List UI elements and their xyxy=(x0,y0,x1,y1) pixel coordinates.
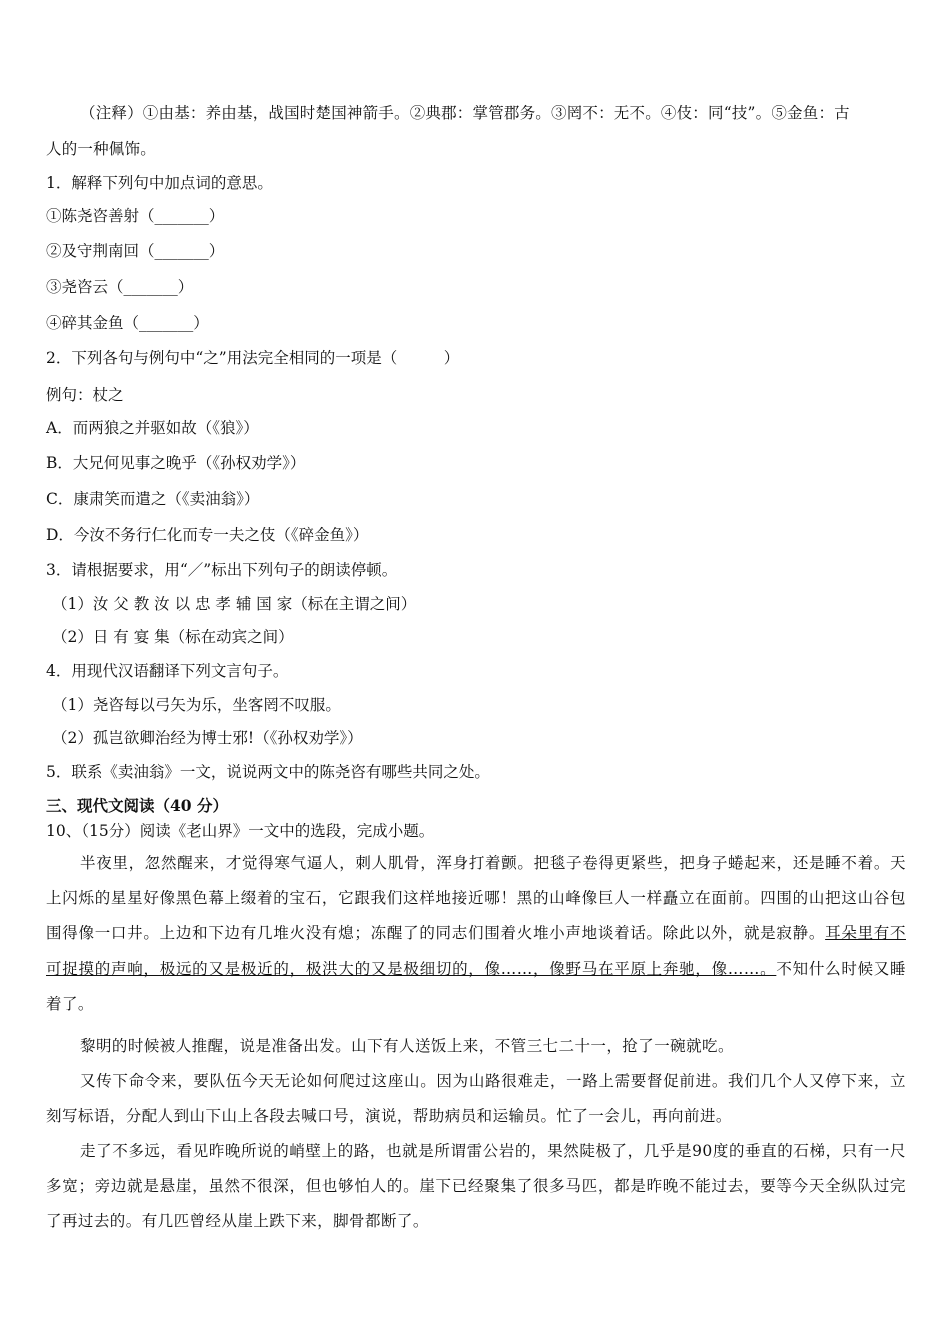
passage-paragraph-4: 走了不多远，看见昨晚所说的峭壁上的路，也就是所谓雷公岩的，果然陡极了，几乎是90度的垂直的石梯，只有一尺多宽；旁边就是悬崖，虽然不很深，但也够怕人的。崖下已经聚集了很多马匹，都是昨晚不能过去，要等今天全纵队过完了再过去的。有几匹曾经从崖上跌下来，脚骨都断了。 xyxy=(46,1142,906,1231)
passage-paragraph-2: 黎明的时候被人推醒，说是准备出发。山下有人送饭上来，不管三七二十一，抢了一碗就吃。 xyxy=(80,1037,734,1055)
question-3-item: （2）日 有 宴 集（标在动宾之间） xyxy=(52,628,294,646)
question-2-example: 例句：杖之 xyxy=(46,386,124,404)
passage-text: 半夜里，忽然醒来，才觉得寒气逼人，刺人肌骨，浑身打着颤。把毯子卷得更紧些，把身子蜷起来，还是睡不着。天上闪烁的星星好像黑色幕上缀着的宝石，它跟我们这样地接近哪！黑的山峰像巨人一样矗立在面前。四围的山把这山谷包围得像一口井。上边和下边有几堆火没有熄；冻醒了的同志们围着火堆小声地谈着话。除此以外，就是寂静。 xyxy=(46,854,906,943)
question-1-stem: 1．解释下列句中加点词的意思。 xyxy=(46,174,273,192)
question-2-option-a: A．而两狼之并驱如故（《狼》） xyxy=(46,419,259,437)
question-2-option-b: B．大兄何见事之晚乎（《孙权劝学》） xyxy=(46,454,306,472)
section-heading: 三、现代文阅读（40 分） xyxy=(46,796,228,815)
question-3-item: （1）汝 父 教 汝 以 忠 孝 辅 国 家（标在主谓之间） xyxy=(52,595,417,613)
question-1-item: ①陈尧咨善射（_______） xyxy=(46,207,225,225)
question-3-stem: 3．请根据要求，用“／”标出下列句子的朗读停顿。 xyxy=(46,561,398,579)
question-4-item: （2）孤岂欲卿治经为博士邪!（《孙权劝学》） xyxy=(52,729,363,747)
passage-text: 不知什么时候又睡着了。 xyxy=(46,959,906,1013)
question-5-stem: 5．联系《卖油翁》一文，说说两文中的陈尧咨有哪些共同之处。 xyxy=(46,763,490,781)
question-4-stem: 4．用现代汉语翻译下列文言句子。 xyxy=(46,662,289,680)
question-1-item: ③尧咨云（_______） xyxy=(46,278,194,296)
notes-line-1: （注释）①由基：养由基，战国时楚国神箭手。②典郡：掌管郡务。③罔不：无不。④伎：同“技”。⑤金鱼：古 xyxy=(80,104,850,122)
passage-paragraph-1 xyxy=(46,846,906,1022)
question-4-item: （1）尧咨每以弓矢为乐，坐客罔不叹服。 xyxy=(52,696,341,714)
question-2-option-d: D．今汝不务行仁化而专一夫之伎（《碎金鱼》） xyxy=(46,526,369,544)
question-1-item: ④碎其金鱼（_______） xyxy=(46,314,209,332)
underlined-sentence: 耳朵里有不可捉摸的声响，极远的又是极近的，极洪大的又是极细切的，像……，像野马在平原上奔驰，像……。 xyxy=(46,924,906,978)
question-2-option-c: C．康肃笑而遣之（《卖油翁》） xyxy=(46,490,260,508)
question-10-stem: 10、（15分）阅读《老山界》一文中的选段，完成小题。 xyxy=(46,822,435,840)
question-2-stem: 2．下列各句与例句中“之”用法完全相同的一项是（ ） xyxy=(46,349,460,367)
question-1-item: ②及守荆南回（_______） xyxy=(46,242,225,260)
passage-paragraph-3: 又传下命令来，要队伍今天无论如何爬过这座山。因为山路很难走，一路上需要督促前进。我们几个人又停下来，立刻写标语，分配人到山下山上各段去喊口号，演说，帮助病员和运输员。忙了一会儿，再向前进。 xyxy=(46,1072,906,1126)
notes-line-2: 人的一种佩饰。 xyxy=(46,140,156,158)
